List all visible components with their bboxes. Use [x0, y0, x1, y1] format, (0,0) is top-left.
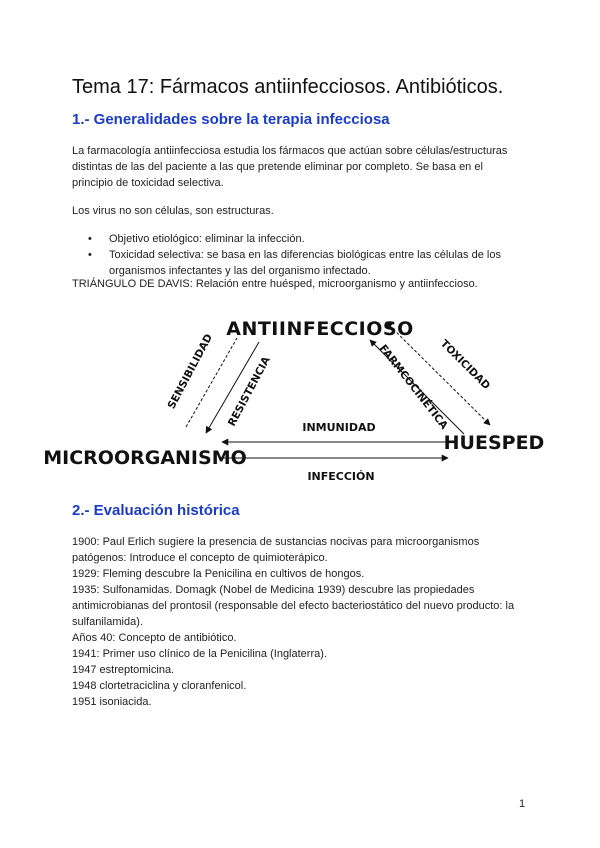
intro-line: distintas de las del paciente a las que pretende eliminar por completo. Se basa en el [72, 161, 483, 173]
history-line: 1935: Sulfonamidas. Domagk (Nobel de Medicina 1939) descubre las propiedades [72, 584, 475, 596]
section-1-heading: 1.- Generalidades sobre la terapia infecciosa [72, 111, 390, 128]
history-line: 1947 estreptomicina. [72, 664, 175, 676]
davis-line: TRIÁNGULO DE DAVIS: Relación entre huésped, microorganismo y antiinfeccioso. [72, 278, 478, 290]
bullet-line: • Objetivo etiológico: eliminar la infección. [109, 233, 305, 245]
section-2-heading: 2.- Evaluación histórica [72, 502, 240, 519]
history-line: 1941: Primer uso clínico de la Penicilina (Inglaterra). [72, 648, 327, 660]
history-list [72, 534, 532, 710]
history-line: 1948 clortetraciclina y cloranfenicol. [72, 680, 247, 692]
history-line: Años 40: Concepto de antibiótico. [72, 632, 237, 644]
virus-line: Los virus no son células, son estructuras. [72, 205, 274, 217]
list-item [72, 247, 522, 279]
bullet-line: • Toxicidad selectiva: se basa en las diferencias biológicas entre las células de los [109, 249, 501, 261]
list-item [72, 231, 522, 247]
label-inmunidad: INMUNIDAD [302, 421, 376, 434]
history-line: antimicrobianas del prontosil (responsable del efecto bacteriostático del nuevo producto: la [72, 600, 515, 612]
node-huesped: HUESPED [443, 432, 545, 454]
history-line: 1929: Fleming descubre la Penicilina en cultivos de hongos. [72, 568, 365, 580]
bullet-list [72, 231, 522, 279]
node-microorganismo: MICROORGANISMO [43, 447, 247, 469]
history-line: patógenos: Introduce el concepto de quimioterápico. [72, 552, 328, 564]
node-antiinfeccioso: ANTIINFECCIOSO [226, 318, 414, 340]
intro-paragraph [72, 143, 522, 191]
label-resistencia: RESISTENCIA [225, 354, 273, 429]
history-line: 1951 isoniacida. [72, 696, 152, 708]
history-line: sulfanilamida). [72, 616, 143, 628]
bullet-line: organismos infectantes y las del organismo infectado. [109, 265, 371, 277]
label-farmacocinetica: FARMCOCINÉTICA [376, 342, 451, 432]
label-toxicidad: TOXICIDAD [437, 337, 493, 393]
davis-triangle-diagram [0, 300, 600, 490]
intro-line: La farmacología antiinfecciosa estudia los fármacos que actúan sobre células/estructuras [72, 145, 508, 157]
page-number: 1 [519, 798, 526, 810]
history-line: 1900: Paul Erlich sugiere la presencia de sustancias nocivas para microorganismos [72, 536, 480, 548]
label-infeccion: INFECCIÓN [307, 470, 375, 483]
label-sensibilidad: SENSIBILIDAD [165, 332, 216, 412]
page-title: Tema 17: Fármacos antiinfecciosos. Antibióticos. [72, 76, 504, 98]
intro-line: principio de toxicidad selectiva. [72, 177, 224, 189]
